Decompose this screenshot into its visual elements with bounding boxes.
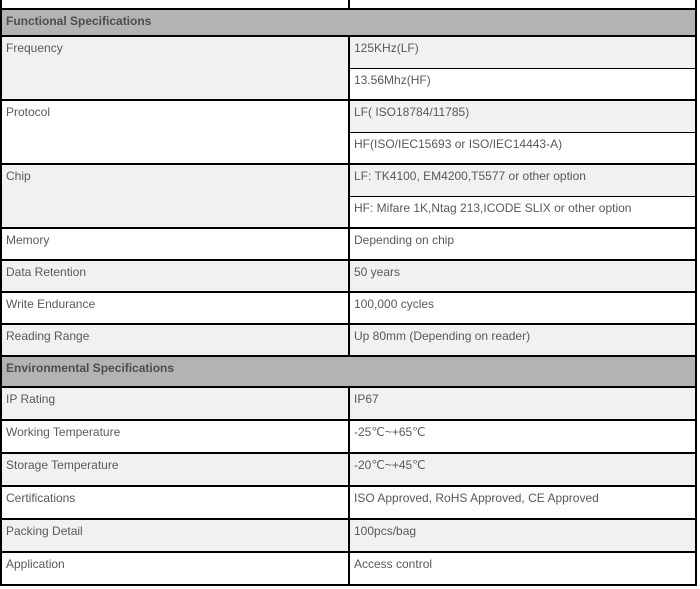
spec-label-cell: Reading Range: [1, 324, 349, 356]
spec-row: [1, 292, 696, 324]
partial-top-row: [1, 0, 696, 9]
spec-row: [1, 100, 696, 132]
spec-value-cell: -20℃~+45℃: [349, 453, 696, 486]
spec-row: [1, 420, 696, 453]
spec-value-cell: 125KHz(LF): [349, 36, 696, 68]
spec-label-cell: Protocol: [1, 100, 349, 164]
spec-value-cell: Depending on chip: [349, 228, 696, 260]
spec-value-cell: LF: TK4100, EM4200,T5577 or other option: [349, 164, 696, 196]
spec-value-cell: LF( ISO18784/11785): [349, 100, 696, 132]
spec-row: [1, 453, 696, 486]
spec-label-cell: Application: [1, 552, 349, 585]
spec-label-cell: Frequency: [1, 36, 349, 100]
spec-row: [1, 36, 696, 68]
spec-row: [1, 164, 696, 196]
spec-value-cell: -25℃~+65℃: [349, 420, 696, 453]
spec-value-cell: 100,000 cycles: [349, 292, 696, 324]
section-header-row: [1, 9, 696, 36]
spec-value-cell: Access control: [349, 552, 696, 585]
spec-label-cell: Storage Temperature: [1, 453, 349, 486]
spec-value-cell: 50 years: [349, 260, 696, 292]
spec-label-cell: IP Rating: [1, 387, 349, 420]
partial-right-cell: [349, 0, 696, 9]
spec-row: [1, 228, 696, 260]
spec-value-cell: 13.56Mhz(HF): [349, 68, 696, 100]
spec-value-cell: ISO Approved, RoHS Approved, CE Approved: [349, 486, 696, 519]
spec-value-cell: Up 80mm (Depending on reader): [349, 324, 696, 356]
spec-row: [1, 387, 696, 420]
spec-value-cell: HF: Mifare 1K,Ntag 213,ICODE SLIX or other option: [349, 196, 696, 228]
spec-row: [1, 519, 696, 552]
spec-label-cell: Memory: [1, 228, 349, 260]
spec-label-cell: Packing Detail: [1, 519, 349, 552]
section-header-title: Functional Specifications: [1, 9, 696, 36]
spec-value-cell: IP67: [349, 387, 696, 420]
section-header-row: [1, 356, 696, 387]
spec-row: [1, 260, 696, 292]
spec-label-cell: Write Endurance: [1, 292, 349, 324]
spec-value-cell: HF(ISO/IEC15693 or ISO/IEC14443-A): [349, 132, 696, 164]
spec-row: [1, 552, 696, 585]
spec-row: [1, 486, 696, 519]
spec-label-cell: Chip: [1, 164, 349, 228]
partial-left-cell: [1, 0, 349, 9]
spec-label-cell: Certifications: [1, 486, 349, 519]
spec-label-cell: Data Retention: [1, 260, 349, 292]
spec-value-cell: 100pcs/bag: [349, 519, 696, 552]
section-header-title: Environmental Specifications: [1, 356, 696, 387]
spec-label-cell: Working Temperature: [1, 420, 349, 453]
spec-row: [1, 324, 696, 356]
